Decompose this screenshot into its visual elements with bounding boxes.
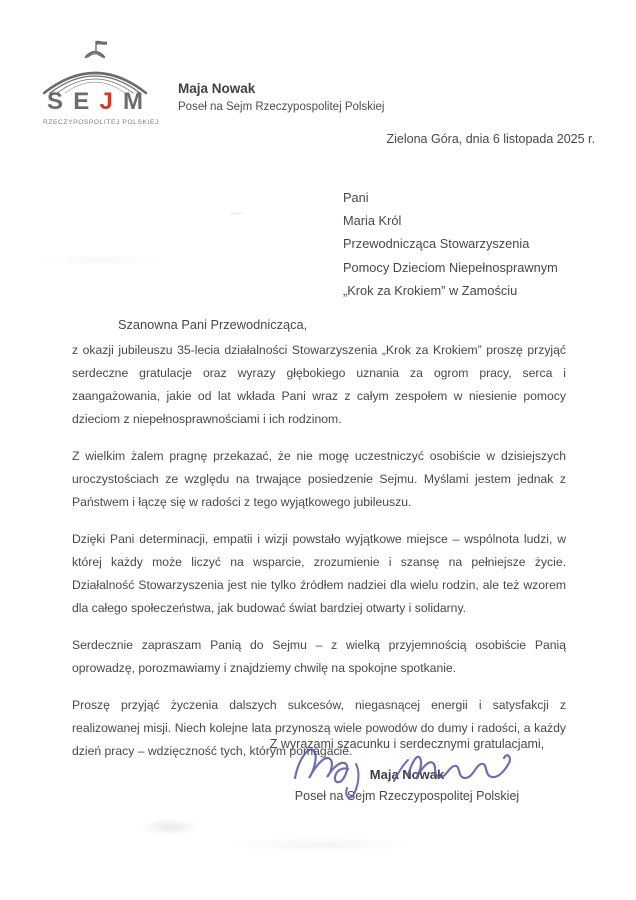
recipient-line: Przewodnicząca Stowarzyszenia (343, 236, 530, 252)
logo-letter-j: J (99, 88, 113, 115)
sender-title: Poseł na Sejm Rzeczypospolitej Polskiej (178, 101, 385, 113)
scan-artifact (230, 838, 410, 852)
logo-subtitle: RZECZYPOSPOLITEJ POLSKIEJ (43, 119, 159, 126)
flag-icon (96, 41, 107, 53)
recipient-block (343, 186, 558, 302)
salutation: Szanowna Pani Przewodnicząca, (118, 317, 308, 332)
body-paragraph: Dzięki Pani determinacji, empatii i wizji powstało wyjątkowe miejsce – wspólnota ludzi, w której każdy może liczyć na wsparcie, zrozumienie i szansę na pełniejsze życie. Działalność Stowarzyszenia jest nie tylko źródłem nadziei dla wielu rodzin, ale też wzorem dla całego społeczeństwa, jak budować świat bardziej otwarty i solidarny. (72, 532, 566, 615)
sejm-logo (43, 38, 159, 126)
recipient-line: Maria Król (343, 213, 402, 229)
scan-artifact (140, 818, 200, 836)
sejm-logo-letters (47, 90, 143, 114)
logo-letter-m: M (123, 88, 143, 115)
recipient-line: „Krok za Krokiem” w Zamościu (343, 282, 518, 298)
signature-name: Maja Nowak (369, 767, 445, 782)
scan-artifact (40, 255, 160, 265)
letter-body (72, 339, 566, 777)
dateline: Zielona Góra, dnia 6 listopada 2025 r. (386, 132, 595, 146)
body-paragraph: Serdecznie zapraszam Panią do Sejmu – z wielką przyjemnością osobiście Panią oprowadzę, porozmawiamy i znajdziemy chwilę na spokojne spotkanie. (72, 638, 566, 675)
body-paragraph: Proszę przyjąć życzenia dalszych sukcesów, niegasnącej energii i satysfakcji z realizowanej misji. Niech kolejne lata przynoszą wiele powodów do dumy i radości, a każdy dzień pracy – wdzięczność tych, którym pomagacie. (72, 698, 566, 758)
recipient-line: Pani (343, 190, 369, 205)
scan-artifact (231, 212, 242, 217)
handwritten-signature (288, 736, 526, 802)
body-paragraph: z okazji jubileuszu 35-lecia działalności Stowarzyszenia „Krok za Krokiem” proszę przyjąć serdeczne gratulacje oraz wyrazy głębokiego uznania za ogrom pracy, serca i zaangażowania, jakie od lat wkłada Pani wraz z całym zespołem w niesienie pomocy dzieciom z niepełnosprawnościami i ich rodzinom. (72, 343, 566, 426)
closing-line: Z wyrazami szacunku i serdecznymi gratulacjami, (269, 737, 545, 751)
signature-title: Poseł na Sejm Rzeczypospolitej Polskiej (294, 789, 520, 803)
logo-letter-s: S (47, 88, 64, 115)
sender-name: Maja Nowak (178, 81, 256, 96)
logo-letter-e: E (73, 88, 90, 115)
sender-block (178, 81, 384, 113)
recipient-line: Pomocy Dzieciom Niepełnosprawnym (343, 259, 558, 275)
body-paragraph: Z wielkim żalem pragnę przekazać, że nie mogę uczestniczyć osobiście w dzisiejszych uroczystościach ze względu na trwające posiedzenie Sejmu. Myślami jestem jednak z Państwem i łączę się w radości z tego wyjątkowego jubileuszu. (72, 449, 566, 509)
